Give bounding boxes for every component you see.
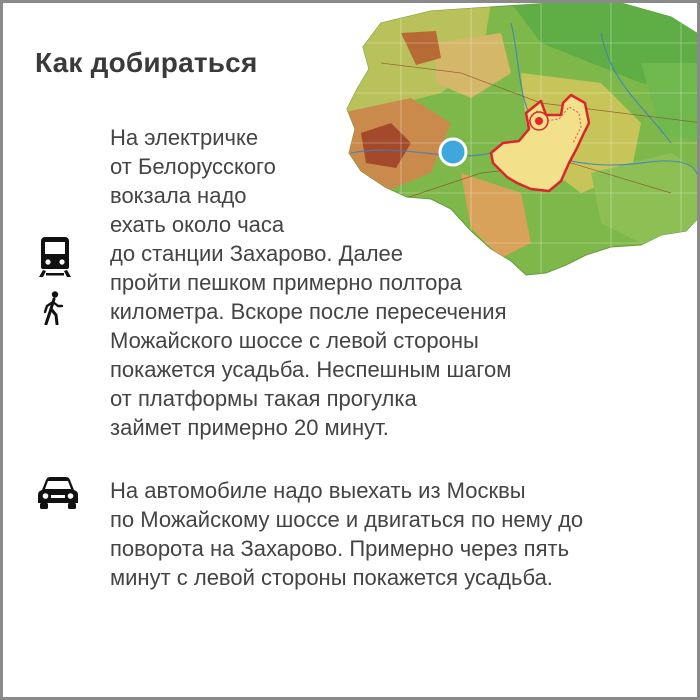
car-line: На автомобиле надо выехать из Москвы — [110, 478, 526, 503]
train-line: километра. Вскоре после пересечения — [110, 299, 507, 324]
train-line: от Белорусского — [110, 154, 276, 179]
train-line: до станции Захарово. Далее — [110, 241, 404, 266]
train-line: от платформы такая прогулка — [110, 386, 417, 411]
train-directions-text — [110, 123, 511, 442]
car-icon — [38, 476, 78, 510]
page-title: Как добираться — [35, 47, 258, 78]
car-line: поворота на Захарово. Примерно через пять — [110, 536, 570, 561]
train-icon — [39, 237, 71, 277]
car-line: минут с левой стороны покажется усадьба. — [110, 565, 553, 590]
train-line: вокзала надо — [110, 183, 247, 208]
train-line: Можайского шоссе с левой стороны — [110, 328, 479, 353]
train-line: покажется усадьба. Неспешным шагом — [110, 357, 512, 382]
car-line: по Можайскому шоссе и двигаться по нему до — [110, 507, 584, 532]
train-line: ехать около часа — [110, 212, 285, 237]
train-line: займет примерно 20 минут. — [110, 415, 389, 440]
walking-person-icon — [39, 291, 69, 325]
train-line: пройти пешком примерно полтора — [110, 270, 462, 295]
car-directions-text — [110, 476, 583, 592]
train-line: На электричке — [110, 125, 259, 150]
